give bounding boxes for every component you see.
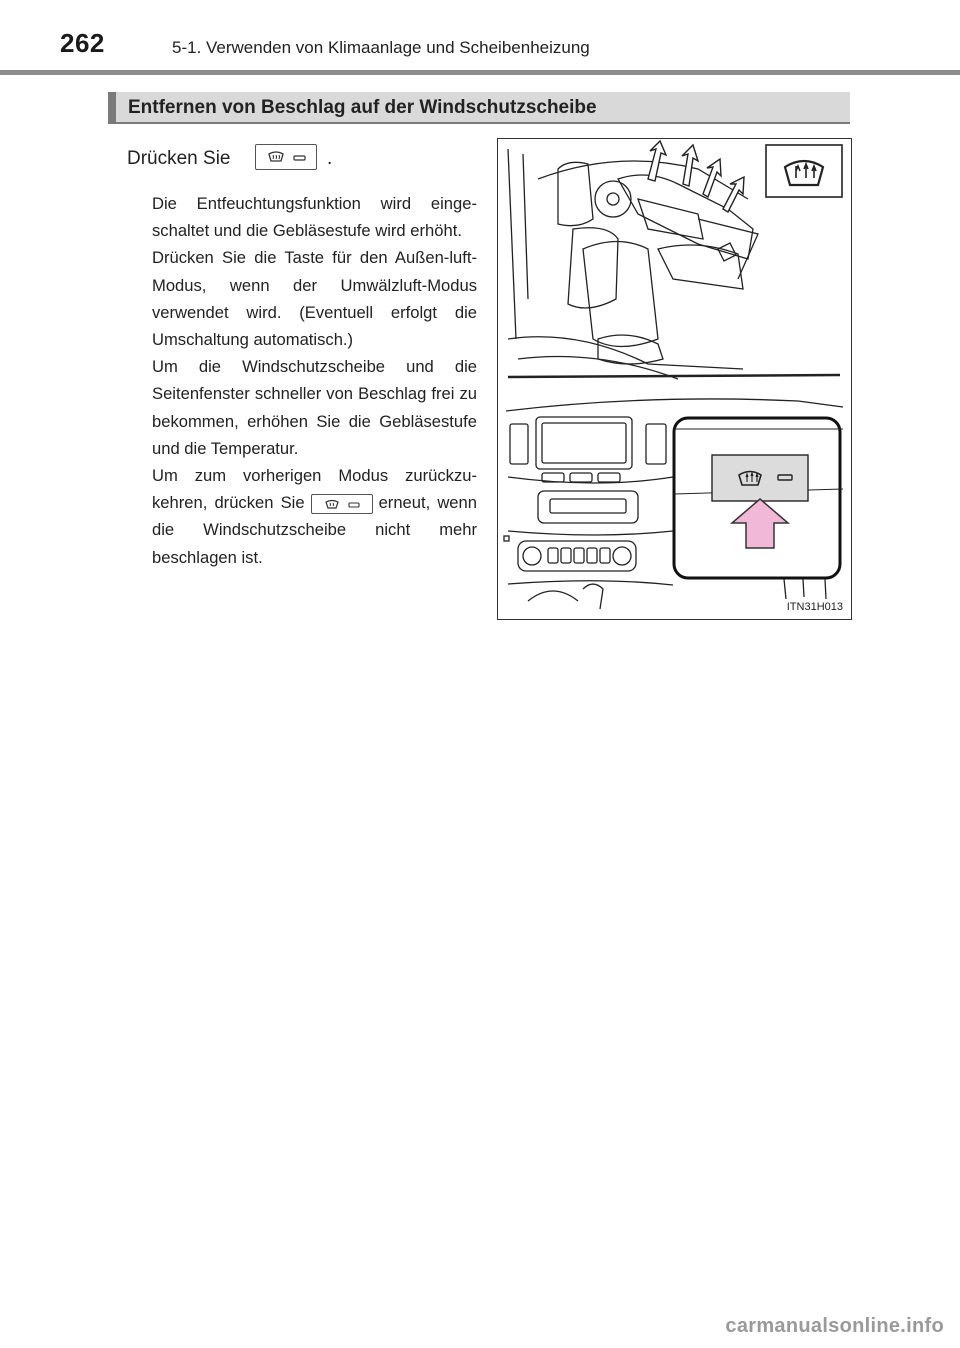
paragraph-return <box>152 462 477 571</box>
section-heading-text: Entfernen von Beschlag auf der Windschutzscheibe <box>128 97 597 118</box>
paragraph-return-before: Um zum vorherigen Modus zurückzu-kehren, drücken Sie <box>152 466 477 513</box>
header-rule <box>0 70 960 75</box>
paragraph-faster-clear: Um die Windschutzscheibe und die Seitenfenster schneller von Beschlag frei zu bekommen, erhöhen Sie die Gebläsestufe und die Temperatur. <box>152 357 477 458</box>
instruction-period: . <box>327 148 333 169</box>
illustration-figure <box>497 138 852 620</box>
defroster-button-image-inline <box>311 494 373 514</box>
paragraph-return-after: erneut, wenn die Windschutzscheibe nicht mehr beschlagen ist. <box>152 493 477 567</box>
figure-code: ITN31H013 <box>786 601 843 613</box>
paragraph-outside-air: Drücken Sie die Taste für den Außen-luft-Modus, wenn der Umwälzluft-Modus verwendet wird. (Eventuell erfolgt die Umschaltung automatisch.) <box>152 248 477 350</box>
body-text <box>152 190 477 571</box>
instruction-text: Drücken Sie <box>127 148 231 169</box>
indicator-light-icon <box>294 156 305 160</box>
paragraph-dehumidify: Die Entfeuchtungsfunktion wird einge-schaltet und die Gebläsestufe wird erhöht. <box>152 194 477 241</box>
windshield-defroster-icon <box>256 145 318 171</box>
windshield-defroster-icon <box>766 145 842 197</box>
section-heading <box>108 92 850 124</box>
watermark: carmanualsonline.info <box>725 1315 944 1337</box>
page-number: 262 <box>60 28 105 58</box>
car-interior-illustration <box>498 139 850 618</box>
windshield-defroster-icon <box>312 495 374 515</box>
defroster-button-image <box>255 144 317 170</box>
chapter-title: 5-1. Verwenden von Klimaanlage und Scheibenheizung <box>172 38 590 57</box>
